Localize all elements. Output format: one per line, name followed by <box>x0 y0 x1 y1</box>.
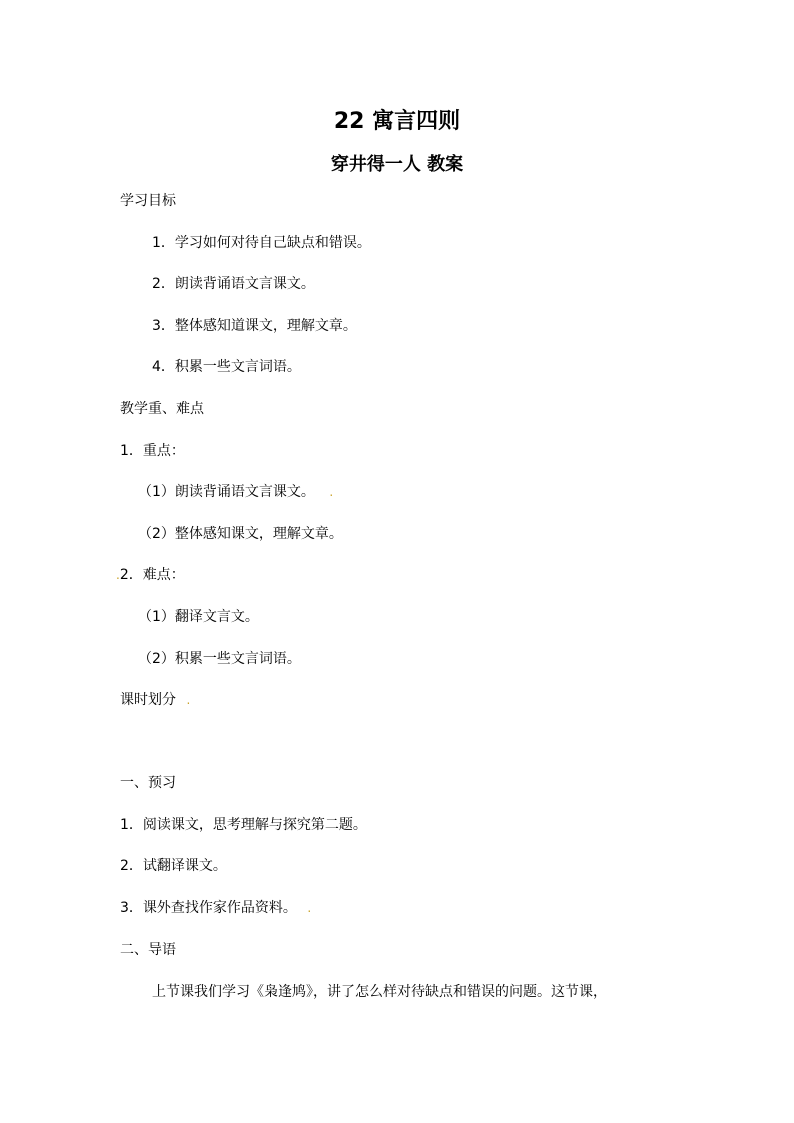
section-heading-learning-goals <box>120 192 176 210</box>
difficult-point-item-1 <box>138 608 259 626</box>
section-heading-introduction <box>120 941 176 959</box>
key-point-heading <box>120 442 185 460</box>
edit-mark: . <box>186 693 191 707</box>
line-text: 2．朗读背诵语文言课文。 <box>152 276 315 292</box>
line-text: （1）朗读背诵语文言课文。 <box>138 484 315 500</box>
preview-item-1 <box>120 816 367 834</box>
goal-item-1 <box>152 234 371 252</box>
line-text: 2．试翻译课文。 <box>120 858 227 874</box>
document-subtitle: 穿井得一人 教案 <box>330 154 464 175</box>
line-text: 3．整体感知道课文，理解文章。 <box>152 318 357 334</box>
line-text: 3．课外查找作家作品资料。 <box>120 900 297 916</box>
line-text: （1）翻译文言文。 <box>138 609 259 625</box>
line-text: 1．重点： <box>120 443 185 459</box>
line-text: 2．难点： <box>119 567 185 583</box>
line-text: （2）整体感知课文，理解文章。 <box>138 526 343 542</box>
line-text: 1．学习如何对待自己缺点和错误。 <box>152 235 371 251</box>
document-title: 22 寓言四则 <box>333 109 461 134</box>
line-text: 4．积累一些文言词语。 <box>152 359 301 375</box>
line-text: （2）积累一些文言词语。 <box>138 651 301 667</box>
line-text: 学习目标 <box>120 193 176 209</box>
key-point-item-2 <box>138 525 343 543</box>
line-text: 1．阅读课文，思考理解与探究第二题。 <box>120 817 367 833</box>
difficult-point-item-2 <box>138 650 301 668</box>
line-text: 教学重、难点 <box>120 401 204 417</box>
line-text: 二、导语 <box>120 942 176 958</box>
section-heading-preview <box>120 774 176 792</box>
edit-mark: . <box>307 901 312 915</box>
line-text: 一、预习 <box>120 775 176 791</box>
section-heading-key-points <box>120 400 204 418</box>
preview-item-3 <box>120 899 311 917</box>
preview-item-2 <box>120 857 227 875</box>
key-point-item-1 <box>138 483 333 501</box>
edit-mark: . <box>329 485 334 499</box>
section-heading-lesson-division <box>120 691 190 709</box>
line-text: 课时划分 <box>120 692 176 708</box>
goal-item-4 <box>152 358 301 376</box>
goal-item-2 <box>152 275 315 293</box>
edit-mark: . <box>116 568 120 582</box>
goal-item-3 <box>152 317 357 335</box>
line-text: 上节课我们学习《枭逢鸠》，讲了怎么样对待缺点和错误的问题。这节课， <box>152 984 607 1000</box>
difficult-point-heading <box>116 566 185 584</box>
introduction-paragraph <box>152 983 607 1001</box>
